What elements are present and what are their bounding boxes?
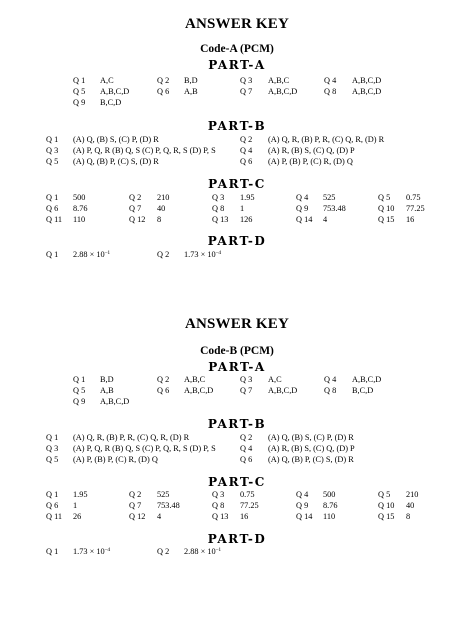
question-number: Q 4 — [240, 146, 253, 155]
answer: 77.25 — [406, 204, 425, 213]
answer: A,C — [268, 375, 282, 384]
question-number: Q 5 — [378, 490, 391, 499]
answer: A,B,C,D — [352, 375, 382, 384]
question-number: Q 2 — [240, 135, 253, 144]
answer: 4 — [157, 512, 162, 521]
answer — [73, 249, 110, 260]
question-number: Q 15 — [378, 512, 395, 521]
answer: B,D — [100, 375, 114, 384]
answer: 126 — [240, 215, 253, 224]
answer — [73, 546, 110, 557]
question-number: Q 9 — [296, 204, 309, 213]
answer: A,B,C,D — [268, 87, 298, 96]
answer: 16 — [406, 215, 415, 224]
question-number: Q 6 — [46, 501, 59, 510]
answer: 40 — [157, 204, 166, 213]
answer-row — [0, 75, 474, 86]
answer — [184, 546, 221, 557]
answer: (A) Q, R, (B) P, R, (C) Q, R, (D) R — [268, 135, 385, 144]
answer-row — [0, 156, 474, 167]
answer-row — [0, 443, 474, 454]
answer: 8.76 — [323, 501, 338, 510]
answer: 1 — [73, 501, 78, 510]
question-number: Q 5 — [73, 386, 86, 395]
answer: 525 — [323, 193, 336, 202]
question-number: Q 9 — [73, 397, 86, 406]
part-b-heading: PART-B — [207, 119, 267, 133]
question-number: Q 1 — [73, 375, 86, 384]
question-number: Q 4 — [296, 193, 309, 202]
answer: 210 — [406, 490, 419, 499]
question-number: Q 1 — [46, 193, 59, 202]
answer: 210 — [157, 193, 170, 202]
question-number: Q 4 — [324, 375, 337, 384]
answer-mantissa: 1.73 × 10 — [184, 250, 216, 259]
answer: 4 — [323, 215, 328, 224]
answer-row — [0, 432, 474, 443]
question-number: Q 8 — [212, 204, 225, 213]
question-number: Q 7 — [129, 501, 142, 510]
answer: 500 — [73, 193, 86, 202]
question-number: Q 3 — [46, 146, 59, 155]
answer: 1 — [240, 204, 245, 213]
question-number: Q 14 — [296, 512, 313, 521]
question-number: Q 2 — [157, 547, 170, 556]
part-d-heading: PART-D — [207, 532, 267, 546]
answer-row — [0, 374, 474, 385]
paper-code: Code-B (PCM) — [200, 345, 274, 357]
answer-row — [0, 145, 474, 156]
answer: (A) P, (B) P, (C) R, (D) Q — [268, 157, 353, 166]
question-number: Q 2 — [129, 490, 142, 499]
question-number: Q 7 — [240, 87, 253, 96]
part-c-heading: PART-C — [208, 177, 266, 191]
answer: A,B,C,D — [352, 76, 382, 85]
answer: (A) Q, (B) S, (C) P, (D) R — [268, 433, 354, 442]
answer-row — [0, 546, 474, 557]
answer: 753.48 — [323, 204, 346, 213]
question-number: Q 9 — [296, 501, 309, 510]
part-a-heading: PART-A — [208, 360, 266, 374]
answer: 110 — [323, 512, 336, 521]
answer: A,B,C,D — [100, 397, 130, 406]
question-number: Q 3 — [46, 444, 59, 453]
answer: A,B — [184, 87, 198, 96]
question-number: Q 5 — [73, 87, 86, 96]
question-number: Q 3 — [212, 490, 225, 499]
question-number: Q 9 — [73, 98, 86, 107]
answer-row — [0, 86, 474, 97]
answer: 26 — [73, 512, 82, 521]
answer: 753.48 — [157, 501, 180, 510]
part-c-heading: PART-C — [208, 475, 266, 489]
answer: 77.25 — [240, 501, 259, 510]
answer-mantissa: 1.73 × 10 — [73, 547, 105, 556]
question-number: Q 1 — [46, 490, 59, 499]
answer-row — [0, 500, 474, 511]
answer: (A) R, (B) S, (C) Q, (D) P — [268, 444, 355, 453]
answer: 0.75 — [240, 490, 255, 499]
answer-row — [0, 489, 474, 500]
answer-mantissa: 2.88 × 10 — [184, 547, 216, 556]
question-number: Q 12 — [129, 215, 146, 224]
question-number: Q 6 — [157, 87, 170, 96]
answer: 500 — [323, 490, 336, 499]
question-number: Q 6 — [240, 157, 253, 166]
question-number: Q 4 — [296, 490, 309, 499]
answer-row — [0, 134, 474, 145]
question-number: Q 6 — [240, 455, 253, 464]
answer-key-title: ANSWER KEY — [184, 16, 290, 32]
answer-row — [0, 454, 474, 465]
question-number: Q 6 — [46, 204, 59, 213]
answer — [184, 249, 221, 260]
answer: (A) P, Q, R (B) Q, S (C) P, Q, R, S (D) P, S — [73, 146, 216, 155]
question-number: Q 7 — [129, 204, 142, 213]
answer: A,B,C,D — [352, 87, 382, 96]
answer-row — [0, 249, 474, 260]
answer: (A) Q, R, (B) P, R, (C) Q, R, (D) R — [73, 433, 190, 442]
part-b-heading: PART-B — [207, 417, 267, 431]
question-number: Q 2 — [157, 250, 170, 259]
question-number: Q 10 — [378, 204, 395, 213]
question-number: Q 1 — [46, 135, 59, 144]
question-number: Q 11 — [46, 215, 63, 224]
question-number: Q 8 — [324, 87, 337, 96]
answer: (A) R, (B) S, (C) Q, (D) P — [268, 146, 355, 155]
answer: 110 — [73, 215, 86, 224]
answer: 40 — [406, 501, 415, 510]
question-number: Q 5 — [46, 455, 59, 464]
question-number: Q 5 — [378, 193, 391, 202]
answer: 0.75 — [406, 193, 421, 202]
answer-exponent: –4 — [104, 547, 111, 553]
question-number: Q 13 — [212, 215, 229, 224]
answer: A,B,C — [268, 76, 290, 85]
question-number: Q 1 — [46, 250, 59, 259]
question-number: Q 1 — [46, 433, 59, 442]
question-number: Q 3 — [240, 375, 253, 384]
question-number: Q 4 — [240, 444, 253, 453]
answer-exponent: –1 — [104, 250, 111, 256]
answer: 8 — [406, 512, 411, 521]
answer: A,B,C,D — [100, 87, 130, 96]
answer: 1.95 — [73, 490, 88, 499]
question-number: Q 2 — [129, 193, 142, 202]
answer: 8 — [157, 215, 162, 224]
answer: (A) Q, (B) S, (C) P, (D) R — [73, 135, 159, 144]
answer: (A) P, Q, R (B) Q, S (C) P, Q, R, S (D) P, S — [73, 444, 216, 453]
answer-row — [0, 214, 474, 225]
question-number: Q 11 — [46, 512, 63, 521]
question-number: Q 8 — [212, 501, 225, 510]
question-number: Q 1 — [46, 547, 59, 556]
answer: (A) P, (B) P, (C) R, (D) Q — [73, 455, 158, 464]
answer-row — [0, 396, 474, 407]
answer: 16 — [240, 512, 249, 521]
answer: A,B — [100, 386, 114, 395]
answer-row — [0, 511, 474, 522]
question-number: Q 6 — [157, 386, 170, 395]
question-number: Q 2 — [157, 375, 170, 384]
answer-row — [0, 203, 474, 214]
question-number: Q 8 — [324, 386, 337, 395]
answer-key-title: ANSWER KEY — [184, 316, 290, 332]
answer: 1.95 — [240, 193, 255, 202]
question-number: Q 5 — [46, 157, 59, 166]
answer: A,B,C — [184, 375, 206, 384]
answer-row — [0, 385, 474, 396]
question-number: Q 3 — [240, 76, 253, 85]
answer: B,C,D — [100, 98, 122, 107]
answer: B,C,D — [352, 386, 374, 395]
answer-mantissa: 2.88 × 10 — [73, 250, 105, 259]
answer-row — [0, 97, 474, 108]
question-number: Q 15 — [378, 215, 395, 224]
question-number: Q 13 — [212, 512, 229, 521]
answer-exponent: –4 — [215, 250, 222, 256]
question-number: Q 1 — [73, 76, 86, 85]
part-d-heading: PART-D — [207, 234, 267, 248]
answer: A,C — [100, 76, 114, 85]
answer: 525 — [157, 490, 170, 499]
question-number: Q 12 — [129, 512, 146, 521]
answer-exponent: –1 — [215, 547, 222, 553]
question-number: Q 2 — [240, 433, 253, 442]
answer: 8.76 — [73, 204, 88, 213]
answer: (A) Q, (B) P, (C) S, (D) R — [73, 157, 159, 166]
answer: B,D — [184, 76, 198, 85]
question-number: Q 3 — [212, 193, 225, 202]
question-number: Q 2 — [157, 76, 170, 85]
paper-code: Code-A (PCM) — [200, 43, 274, 55]
question-number: Q 14 — [296, 215, 313, 224]
question-number: Q 7 — [240, 386, 253, 395]
answer: A,B,C,D — [184, 386, 214, 395]
answer-row — [0, 192, 474, 203]
question-number: Q 10 — [378, 501, 395, 510]
answer: A,B,C,D — [268, 386, 298, 395]
question-number: Q 4 — [324, 76, 337, 85]
answer: (A) Q, (B) P, (C) S, (D) R — [268, 455, 354, 464]
part-a-heading: PART-A — [208, 58, 266, 72]
